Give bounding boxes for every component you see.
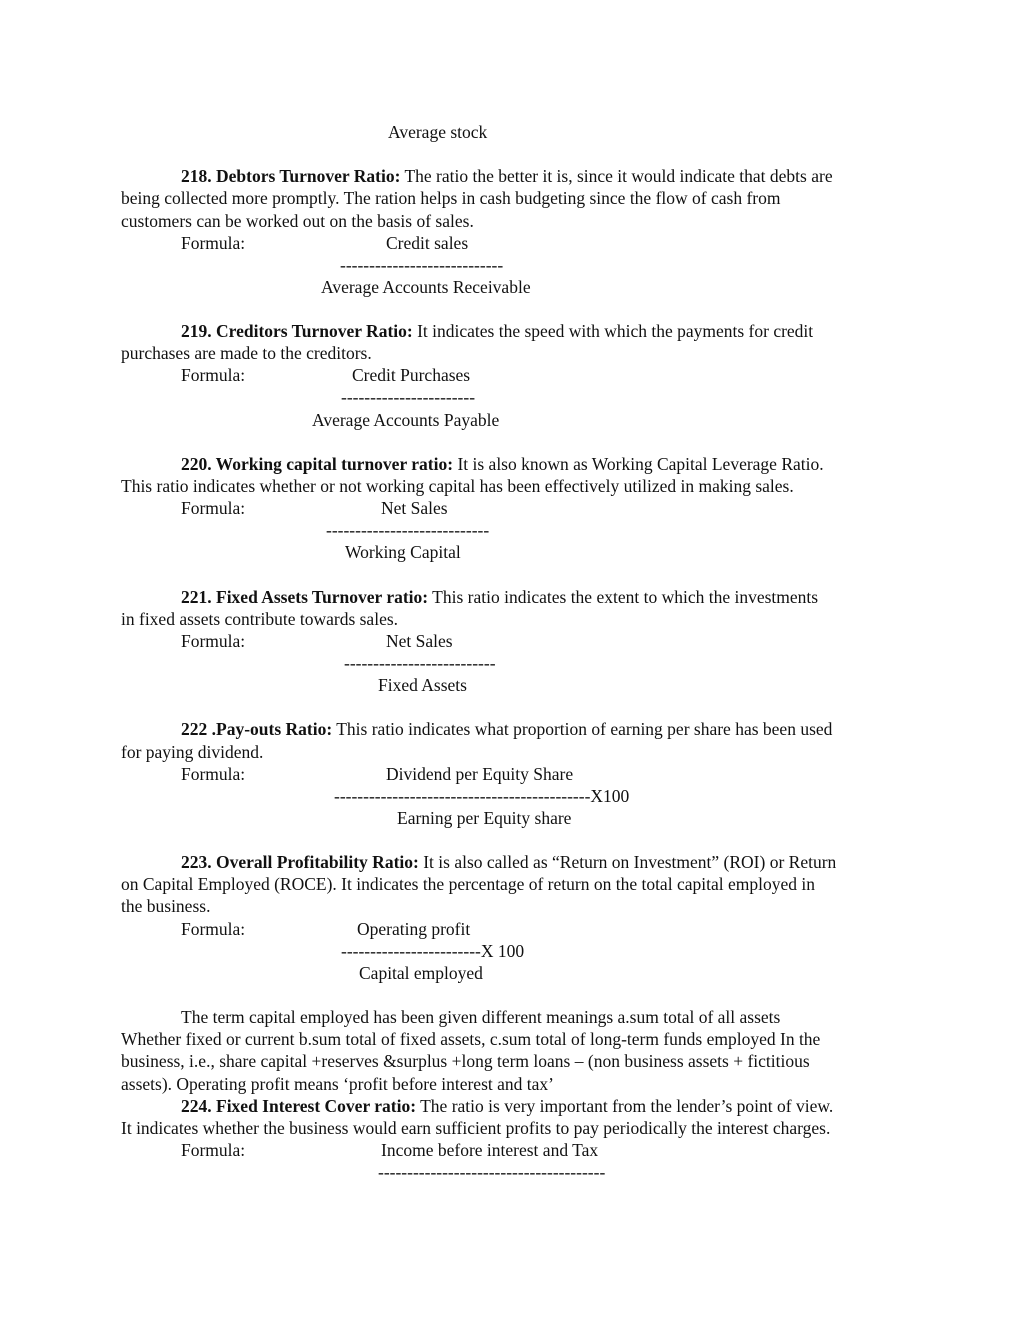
formula-divider: ---------------------------- bbox=[326, 520, 490, 540]
section-218-line1 bbox=[181, 165, 833, 187]
formula-denominator: Earning per Equity share bbox=[397, 808, 572, 828]
formula-label: Formula: bbox=[181, 764, 246, 784]
formula-denominator: Capital employed bbox=[359, 963, 483, 983]
section-223-text: It is also called as “Return on Investment” (ROI) or Return bbox=[418, 852, 837, 872]
section-219-heading: 219. Creditors Turnover Ratio: bbox=[181, 321, 413, 341]
formula-label: Formula: bbox=[181, 233, 246, 253]
section-222-line2: for paying dividend. bbox=[121, 742, 264, 762]
formula-denominator: Working Capital bbox=[345, 542, 461, 562]
term-paragraph-line2: Whether fixed or current b.sum total of fixed assets, c.sum total of long-term funds employed In the bbox=[121, 1029, 821, 1049]
section-221-line1 bbox=[181, 586, 818, 608]
formula-numerator: Credit sales bbox=[386, 233, 469, 253]
formula-denominator: Fixed Assets bbox=[378, 675, 467, 695]
formula-divider: ------------------------X 100 bbox=[341, 941, 525, 961]
section-222-line1 bbox=[181, 718, 832, 740]
formula-label: Formula: bbox=[181, 365, 246, 385]
section-218-heading: 218. Debtors Turnover Ratio: bbox=[181, 166, 401, 186]
section-221-heading: 221. Fixed Assets Turnover ratio: bbox=[181, 587, 429, 607]
formula-numerator: Credit Purchases bbox=[352, 365, 471, 385]
section-221-text: This ratio indicates the extent to which the investments bbox=[428, 587, 819, 607]
formula-divider: -------------------------- bbox=[344, 653, 496, 673]
section-218-line3: customers can be worked out on the basis of sales. bbox=[121, 211, 474, 231]
section-223-line1 bbox=[181, 851, 836, 873]
formula-numerator: Net Sales bbox=[386, 631, 453, 651]
section-223-line3: the business. bbox=[121, 896, 211, 916]
formula-label: Formula: bbox=[181, 919, 246, 939]
section-224-text: The ratio is very important from the lender’s point of view. bbox=[416, 1096, 834, 1116]
formula-label: Formula: bbox=[181, 631, 246, 651]
section-223-line2: on Capital Employed (ROCE). It indicates the percentage of return on the total capital employed in bbox=[121, 874, 815, 894]
formula-divider: ---------------------------- bbox=[340, 255, 504, 275]
section-222-text: This ratio indicates what proportion of earning per share has been used bbox=[332, 719, 833, 739]
section-220-heading: 220. Working capital turnover ratio: bbox=[181, 454, 454, 474]
section-218-line2: being collected more promptly. The ration helps in cash budgeting since the flow of cash from bbox=[121, 188, 781, 208]
formula-label: Formula: bbox=[181, 1140, 246, 1160]
formula-numerator: Dividend per Equity Share bbox=[386, 764, 574, 784]
formula-numerator: Operating profit bbox=[357, 919, 471, 939]
section-219-line1 bbox=[181, 320, 813, 342]
section-221-line2: in fixed assets contribute towards sales. bbox=[121, 609, 399, 629]
section-218-text: The ratio the better it is, since it would indicate that debts are bbox=[400, 166, 833, 186]
section-224-line1 bbox=[181, 1095, 833, 1117]
section-222-heading: 222 .Pay-outs Ratio: bbox=[181, 719, 333, 739]
formula-divider: --------------------------------------------X100 bbox=[334, 786, 630, 806]
section-220-line1 bbox=[181, 453, 824, 475]
section-220-line2: This ratio indicates whether or not working capital has been effectively utilized in making sales. bbox=[121, 476, 794, 496]
formula-label: Formula: bbox=[181, 498, 246, 518]
section-219-text: It indicates the speed with which the payments for credit bbox=[412, 321, 814, 341]
section-223-heading: 223. Overall Profitability Ratio: bbox=[181, 852, 419, 872]
term-paragraph-line1: The term capital employed has been given different meanings a.sum total of all assets bbox=[181, 1007, 781, 1027]
section-224-line2: It indicates whether the business would earn sufficient profits to pay periodically the interest charges. bbox=[121, 1118, 831, 1138]
section-219-line2: purchases are made to the creditors. bbox=[121, 343, 372, 363]
formula-divider: --------------------------------------- bbox=[378, 1162, 606, 1182]
formula-denominator: Average Accounts Receivable bbox=[321, 277, 531, 297]
formula-denominator: Average Accounts Payable bbox=[312, 410, 500, 430]
formula-denominator: Average stock bbox=[388, 122, 488, 142]
term-paragraph-line3: business, i.e., share capital +reserves &surplus +long term loans – (non business assets + fictitious bbox=[121, 1051, 810, 1071]
section-220-text: It is also known as Working Capital Leverage Ratio. bbox=[453, 454, 824, 474]
section-224-heading: 224. Fixed Interest Cover ratio: bbox=[181, 1096, 417, 1116]
formula-numerator: Income before interest and Tax bbox=[381, 1140, 599, 1160]
term-paragraph-line4: assets). Operating profit means ‘profit before interest and tax’ bbox=[121, 1074, 554, 1094]
formula-divider: ----------------------- bbox=[341, 387, 476, 407]
formula-numerator: Net Sales bbox=[381, 498, 448, 518]
